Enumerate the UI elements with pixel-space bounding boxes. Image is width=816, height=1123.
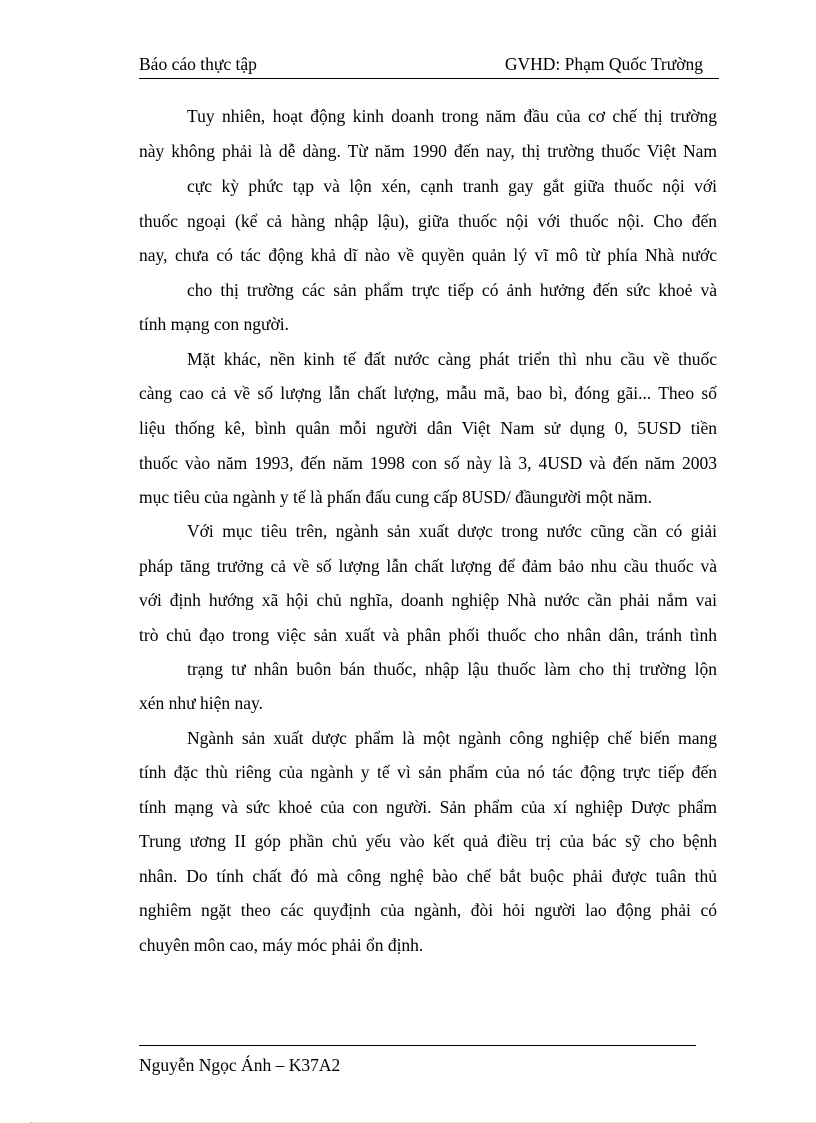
footer-author: Nguyễn Ngọc Ánh – K37A2 [139, 1055, 341, 1075]
text-line: cực kỳ phức tạp và lộn xén, cạnh tranh gay gắt giữa thuốc nội với [187, 176, 717, 196]
text-line: Mặt khác, nền kinh tế đất nước càng phát triển thì nhu cầu về thuốc [187, 349, 717, 369]
text-line: tính mạng và sức khoẻ của con người. Sản phẩm của xí nghiệp Dược phẩm [139, 797, 717, 817]
text-line: nay, chưa có tác động khả dĩ nào về quyền quản lý vĩ mô từ phía Nhà nước [139, 245, 717, 265]
text-line: nghiêm ngặt theo các quyđịnh của ngành, đòi hỏi người lao động phải có [139, 900, 717, 920]
text-line: Với mục tiêu trên, ngành sản xuất dược trong nước cũng cần có giải [187, 521, 717, 541]
footer-divider [139, 1045, 696, 1046]
text-line: liệu thống kê, bình quân mỗi người dân Việt Nam sử dụng 0, 5USD tiền [139, 418, 717, 438]
report-title: Báo cáo thực tập [139, 54, 257, 74]
text-line: chuyên môn cao, máy móc phải ổn định. [139, 935, 424, 955]
text-line: Tuy nhiên, hoạt động kinh doanh trong năm đầu của cơ chế thị trường [187, 106, 717, 126]
text-line: trò chủ đạo trong việc sản xuất và phân phối thuốc cho nhân dân, tránh tình [139, 625, 717, 645]
text-line: mục tiêu của ngành y tế là phấn đấu cung cấp 8USD/ đầungười một năm. [139, 487, 652, 507]
text-line: tính đặc thù riêng của ngành y tế vì sản phẩm của nó tác động trực tiếp đến [139, 762, 717, 782]
text-line: cho thị trường các sản phẩm trực tiếp có ảnh hưởng đến sức khoẻ và [187, 280, 717, 300]
text-line: Ngành sản xuất dược phẩm là một ngành công nghiệp chế biến mang [187, 728, 717, 748]
text-line: này không phải là dễ dàng. Từ năm 1990 đến nay, thị trường thuốc Việt Nam [139, 141, 717, 161]
text-line: pháp tăng trưởng cả về số lượng lẫn chất lượng để đảm bảo nhu cầu thuốc và [139, 556, 717, 576]
text-line: xén như hiện nay. [139, 693, 264, 713]
text-line: trạng tư nhân buôn bán thuốc, nhập lậu thuốc làm cho thị trường lộn [187, 659, 717, 679]
page-header [139, 52, 719, 79]
text-line: Trung ương II góp phần chủ yếu vào kết quả điều trị của bác sỹ cho bệnh [139, 831, 717, 851]
text-line: thuốc ngoại (kể cả hàng nhập lậu), giữa thuốc nội với thuốc nội. Cho đến [139, 211, 717, 231]
supervisor-name: GVHD: Phạm Quốc Trường [504, 54, 703, 74]
text-line: càng cao cả về số lượng lẫn chất lượng, mẫu mã, bao bì, đóng gãi... Theo số [139, 383, 717, 403]
text-line: thuốc vào năm 1993, đến năm 1998 con số này là 3, 4USD và đến năm 2003 [139, 453, 717, 473]
text-line: với định hướng xã hội chủ nghĩa, doanh nghiệp Nhà nước cần phải nắm vai [139, 590, 717, 610]
text-line: tính mạng con người. [139, 314, 289, 334]
text-line: nhân. Do tính chất đó mà công nghệ bào chế bắt buộc phải được tuân thủ [139, 866, 717, 886]
